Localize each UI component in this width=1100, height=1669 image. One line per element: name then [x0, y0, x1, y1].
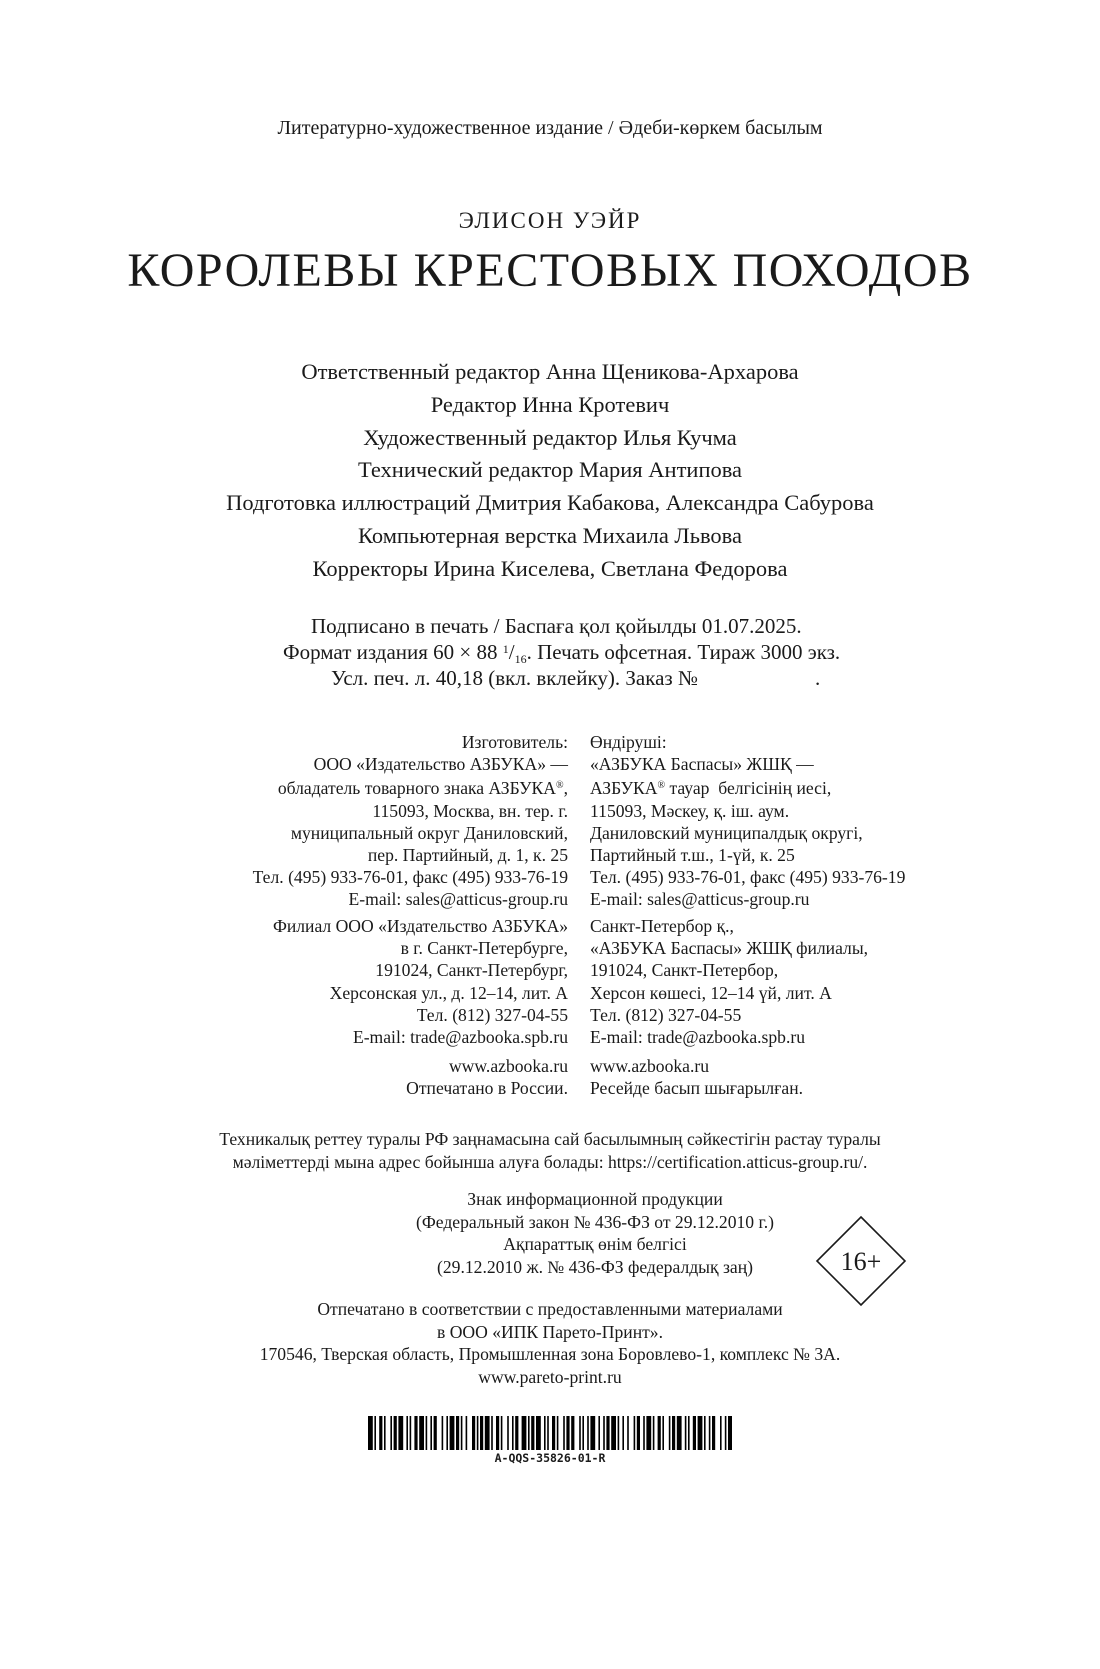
- barcode-bar: [456, 1416, 459, 1450]
- barcode-bar: [709, 1416, 711, 1450]
- barcode-bar: [379, 1416, 382, 1450]
- barcode-bar: [618, 1416, 620, 1450]
- barcode-bar: [414, 1416, 417, 1450]
- barcode-bar: [480, 1416, 483, 1450]
- barcode-bar: [698, 1416, 703, 1450]
- barcode-bar: [419, 1416, 424, 1450]
- barcode-bar: [501, 1416, 503, 1450]
- barcode-bar: [384, 1416, 386, 1450]
- barcode-bar: [491, 1416, 493, 1450]
- age-rating: 16+: [840, 1247, 882, 1276]
- barcode-bar: [528, 1416, 530, 1450]
- barcode-bar: [688, 1416, 690, 1450]
- barcode-bar: [515, 1416, 518, 1450]
- barcode-bar: [544, 1416, 546, 1450]
- barcode-bar: [622, 1416, 624, 1450]
- website-link: www.azbooka.ru: [448, 1056, 568, 1076]
- credit-line: Подготовка иллюстраций Дмитрия Кабакова, Александра Сабурова: [226, 490, 874, 516]
- credit-line: Корректоры Ирина Киселева, Светлана Федорова: [312, 555, 788, 581]
- info-sign-text: Знак информационной продукции (Федеральный закон № 436-ФЗ от 29.12.2010 г.) Ақпараттық өнім белгісі (29.12.2010 ж. № 436-ФЗ федералдық заң): [416, 1189, 774, 1277]
- credits: [0, 356, 1100, 586]
- print-format: Формат издания 60 × 88 $^1/_{16}$. Печать офсетная. Тираж 3000 экз.: [283, 640, 841, 666]
- barcode-bar: [466, 1416, 468, 1450]
- credit-line: Редактор Инна Кротевич: [430, 391, 670, 417]
- printed-by: Отпечатано в соответствии с предоставленными материалами в ООО «ИПК Парето-Принт». 170546, Тверская область, Промышленная зона Боровлево-1, комплекс № 3А. www.pareto-print.ru: [0, 1298, 1100, 1388]
- barcode-bar: [450, 1416, 455, 1450]
- barcode-bar: [446, 1416, 448, 1450]
- website-link: www.azbooka.ru: [590, 1056, 710, 1076]
- barcode-bar: [587, 1416, 589, 1450]
- manufacturer-kz: Өндіруші: «АЗБУКА Баспасы» ЖШҚ — АЗБУКА® тауар белгісінің иесі, 115093, Мәскеу, қ. іш. аум. Даниловский муниципалдық округі, Партийный т.ш., 1-үй, к. 25 Тел. (495) 933-76-01, факс (495) 933-76-19 E-mail: sales@atticus-group.ru: [590, 732, 906, 910]
- web-ru: www.azbooka.ru Отпечатано в России.: [406, 1056, 568, 1099]
- barcode-bar: [603, 1416, 605, 1450]
- barcode-bar: [685, 1416, 687, 1450]
- barcode-bar: [536, 1416, 541, 1450]
- barcode-bar: [704, 1416, 706, 1450]
- barcode-bar: [563, 1416, 565, 1450]
- barcode-bar: [461, 1416, 463, 1450]
- barcode-bar: [522, 1416, 527, 1450]
- branch-kz: Санкт-Петербор қ., «АЗБУКА Баспасы» ЖШҚ филиалы, 191024, Санкт-Петербор, Херсон көшесі, 12–14 үй, лит. А Тел. (812) 327-04-55 E-mail: trade@azbooka.spb.ru: [590, 916, 869, 1048]
- barcode-bar: [374, 1416, 376, 1450]
- barcode-bar: [672, 1416, 675, 1450]
- printer-website: www.pareto-print.ru: [478, 1366, 622, 1387]
- barcode-bar: [394, 1416, 397, 1450]
- barcode-bar: [653, 1416, 655, 1450]
- barcode-bar: [643, 1416, 645, 1450]
- barcode-bar: [485, 1416, 490, 1450]
- edition-type: Литературно-художественное издание / Әдеби-көркем басылым: [277, 117, 823, 139]
- barcode-label: A-QQS-35826-01-R: [494, 1451, 606, 1465]
- barcode-bar: [637, 1416, 640, 1450]
- signed-date: Подписано в печать / Баспаға қол қойылды 01.07.2025.: [311, 614, 802, 638]
- barcode-bar: [634, 1416, 636, 1450]
- branch-ru: Филиал ООО «Издательство АЗБУКА» в г. Санкт-Петербурге, 191024, Санкт-Петербург, Херсонская ул., д. 12–14, лит. А Тел. (812) 327-04-55 E-mail: trade@azbooka.spb.ru: [272, 916, 568, 1048]
- barcode-bar: [426, 1416, 428, 1450]
- barcode-bar: [434, 1416, 437, 1450]
- barcode-bar: [725, 1416, 727, 1450]
- barcode-bar: [390, 1416, 392, 1450]
- barcode-bar: [658, 1416, 661, 1450]
- barcode-bar: [547, 1416, 549, 1450]
- barcode-bar: [598, 1416, 600, 1450]
- barcode-bar: [590, 1416, 595, 1450]
- order-number-end: .: [815, 666, 821, 690]
- credit-line: Художественный редактор Илья Кучма: [363, 424, 737, 450]
- tech-regulation: Техникалық реттеу туралы РФ заңнамасына сай басылымның сәйкестігін растау туралы мәліметтерді мына адрес бойынша алуға болады: https://certification.atticus-group.ru/.: [219, 1129, 881, 1172]
- barcode-bar: [677, 1416, 682, 1450]
- print-sheets: Усл. печ. л. 40,18 (вкл. вклейку). Заказ №: [331, 666, 698, 690]
- barcode-bar: [477, 1416, 479, 1450]
- barcode-bar: [368, 1416, 373, 1450]
- author-name: ЭЛИСОН УЭЙР: [458, 208, 642, 233]
- barcode-bar: [582, 1416, 584, 1450]
- barcode-bar: [566, 1416, 569, 1450]
- web-kz: www.azbooka.ru Ресейде басып шығарылған.: [590, 1056, 804, 1099]
- barcode-bar: [662, 1416, 664, 1450]
- credit-line: Ответственный редактор Анна Щеникова-Архарова: [301, 359, 799, 384]
- barcode-bar: [552, 1416, 555, 1450]
- manufacturer-ru: Изготовитель: ООО «Издательство АЗБУКА» — обладатель товарного знака АЗБУКА®, 115093, Москва, вн. тер. г. муниципальный округ Даниловский, пер. Партийный, д. 1, к. 25 Тел. (495) 933-76-01, факс (495) 933-76-19 E-mail: sales@atticus-group.ru: [252, 732, 568, 910]
- book-title: КОРОЛЕВЫ КРЕСТОВЫХ ПОХОДОВ: [127, 244, 973, 297]
- barcode-bar: [531, 1416, 534, 1450]
- barcode-bar: [579, 1416, 581, 1450]
- barcode-bar: [512, 1416, 514, 1450]
- barcode-bar: [472, 1416, 475, 1450]
- barcode-bar: [507, 1416, 509, 1450]
- barcode-bar: [712, 1416, 715, 1450]
- credit-line: Технический редактор Мария Антипова: [357, 457, 743, 483]
- barcode-bar: [646, 1416, 651, 1450]
- barcode-bar: [611, 1416, 616, 1450]
- credit-line: Компьютерная верстка Михаила Львова: [357, 522, 742, 548]
- barcode-bar: [398, 1416, 403, 1450]
- barcode-bar: [410, 1416, 412, 1450]
- barcode-bar: [406, 1416, 408, 1450]
- barcode-bar: [496, 1416, 499, 1450]
- barcode: [368, 1416, 732, 1450]
- barcode-bar: [728, 1416, 732, 1450]
- barcode-bar: [693, 1416, 696, 1450]
- barcode-bar: [442, 1416, 444, 1450]
- barcode-bar: [571, 1416, 574, 1450]
- barcode-bar: [627, 1416, 629, 1450]
- barcode-bar: [557, 1416, 559, 1450]
- barcode-bar: [430, 1416, 432, 1450]
- barcode-bar: [720, 1416, 722, 1450]
- age-rating-diamond: [815, 1215, 907, 1307]
- barcode-bar: [669, 1416, 671, 1450]
- barcode-bar: [606, 1416, 609, 1450]
